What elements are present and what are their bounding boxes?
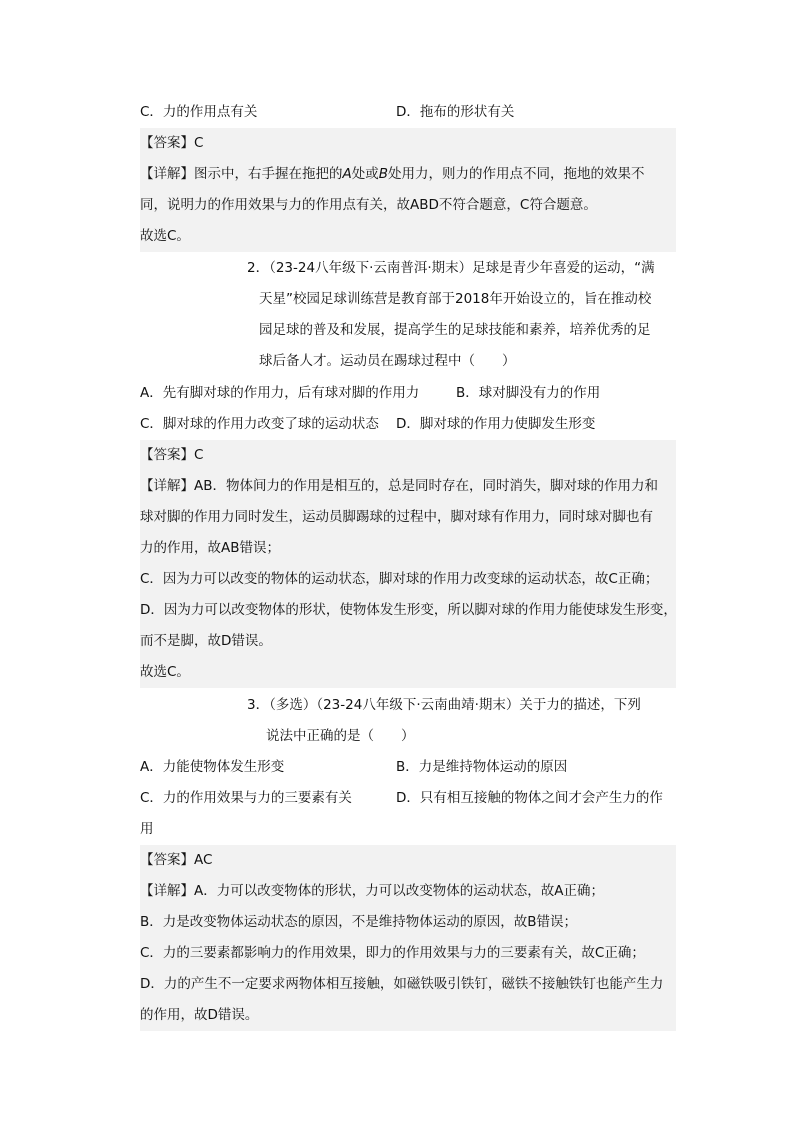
q3-detail-line-5: 的作用，故D错误。	[140, 1000, 676, 1031]
q3-option-a: A．力能使物体发生形变	[140, 759, 285, 775]
q1-detail-1-c: 处用力，则力的作用点不同，拖地的效果不	[388, 166, 645, 182]
q3-option-c: C．力的作用效果与力的三要素有关	[140, 790, 352, 806]
q3-stem-line-2: 说法中正确的是（ ）	[266, 728, 415, 744]
q3-answer: 【答案】AC	[140, 845, 676, 876]
q2-detail-line-3: 力的作用，故AB错误；	[140, 533, 676, 564]
q3-option-d-continued: 用	[140, 821, 154, 837]
q2-option-c: C．脚对球的作用力改变了球的运动状态	[140, 416, 379, 432]
q2-option-b: B．球对脚没有力的作用	[456, 385, 601, 401]
q2-detail-line-6: 而不是脚，故D错误。	[140, 626, 676, 657]
q1-detail-1-b: 处或	[351, 166, 379, 182]
q2-stem-line-4: 球后备人才。运动员在踢球过程中（ ）	[259, 353, 516, 369]
q1-detail-1-a: 【详解】图示中，右手握在拖把的	[140, 166, 343, 182]
q2-detail-line-1: 【详解】AB．物体间力的作用是相互的，总是同时存在，同时消失，脚对球的作用力和	[140, 471, 676, 502]
q3-detail-line-4: D．力的产生不一定要求两物体相互接触，如磁铁吸引铁钉，磁铁不接触铁钉也能产生力	[140, 969, 676, 1000]
q2-detail-line-2: 球对脚的作用力同时发生，运动员脚踢球的过程中，脚对球有作用力，同时球对脚也有	[140, 502, 676, 533]
q2-stem-line-1: 2．（23-24八年级下·云南普洱·期末）足球是青少年喜爱的运动，“满	[247, 260, 655, 276]
q3-detail-line-2: B．力是改变物体运动状态的原因，不是维持物体运动的原因，故B错误；	[140, 907, 676, 938]
q2-option-a: A．先有脚对球的作用力，后有球对脚的作用力	[140, 385, 420, 401]
q3-option-b: B．力是维持物体运动的原因	[396, 759, 568, 775]
q2-stem-line-2: 天星”校园足球训练营是教育部于2018年开始设立的，旨在推动校	[259, 291, 652, 307]
q3-stem-line-1: 3．（多选）（23-24八年级下·云南曲靖·期末）关于力的描述，下列	[247, 697, 641, 713]
q1-conclusion: 故选C。	[140, 221, 676, 252]
q2-answer: 【答案】C	[140, 440, 676, 471]
q2-option-d: D．脚对球的作用力使脚发生形变	[396, 416, 596, 432]
q2-detail-line-4: C．因为力可以改变的物体的运动状态，脚对球的作用力改变球的运动状态，故C正确；	[140, 564, 676, 595]
q1-detail-line-1	[140, 159, 676, 190]
q3-option-d: D．只有相互接触的物体之间才会产生力的作	[396, 790, 663, 806]
q2-stem-line-3: 园足球的普及和发展，提高学生的足球技能和素养，培养优秀的足	[259, 322, 651, 338]
q3-detail-line-1: 【详解】A．力可以改变物体的形状，力可以改变物体的运动状态，故A正确；	[140, 876, 676, 907]
q1-option-d: D．拖布的形状有关	[396, 104, 515, 120]
q3-detail-line-3: C．力的三要素都影响力的作用效果，即力的作用效果与力的三要素有关，故C正确；	[140, 938, 676, 969]
q1-answer: 【答案】C	[140, 128, 676, 159]
q1-option-c: C．力的作用点有关	[140, 104, 258, 120]
q2-detail-line-5: D．因为力可以改变物体的形状，使物体发生形变，所以脚对球的作用力能使球发生形变，	[140, 595, 676, 626]
q1-var-a: A	[342, 166, 352, 182]
q2-conclusion: 故选C。	[140, 657, 676, 688]
q1-detail-line-2: 同，说明力的作用效果与力的作用点有关，故ABD不符合题意，C符合题意。	[140, 190, 676, 221]
q1-var-b: B	[378, 166, 389, 182]
